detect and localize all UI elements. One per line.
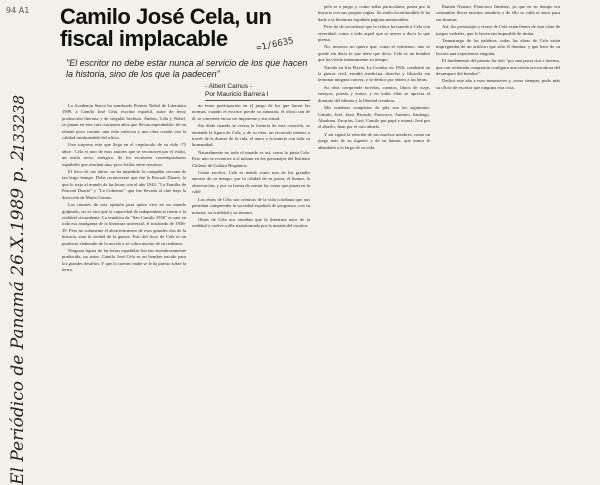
source-annotation: El Periódico de Panamá 26.X.1989 p. 2 — [8, 150, 28, 485]
article-paragraph: Una sorpresa este que llega en el crepúsculo de su vida -73 años-. Cela es uno de esos autores que se reconocen por el estilo, un estilo recio, enérgico, de los escritores contemporáneos españoles que resultan muy poco leídos entre nosotros. — [62, 142, 186, 167]
article-paragraph: Naturalmente no todo el mundo es así, como lo pinta Cela. Pero uno se reconoce a sí mismo en los personajes del Instituto Chileno de Cultura Hispánica. — [192, 149, 310, 168]
article-paragraph: Las obras de Cela son crónicas de la vida cotidiana que nos permiten comprender la sociedad española de posguerra, con su miseria, su crueldad y su ternura. — [192, 196, 310, 215]
article-paragraph: Nacido en Iria Flavia, La Coruña, en 1916, combatió en la guerra civil, estudió medicina, derecho y filosofía sin terminar ninguna carrera, y se dedicó por entero a las letras. — [318, 64, 430, 83]
byline-quote-author: - Albert Camus - — [205, 83, 252, 90]
subtitle-quote: "El escritor no debe estar nunca al servicio de los que hacen la historia, sino de los que la padecen" — [66, 58, 308, 79]
side-number: 133238 — [10, 95, 28, 153]
article-paragraph: Pero ha de recordarse que la crítica ha tratado a Cela con severidad, como a todo aquel que se atreve a decir lo que piensa. — [318, 24, 430, 43]
article-paragraph: Dedicó este año a esos menesteres y, como siempre, pudo más su oficio de escritor que ninguna otra cosa. — [436, 78, 560, 90]
headline: Camilo José Cela, un fiscal implacable — [60, 4, 272, 51]
article-paragraph: Así, los personajes y textos de Cela están llenos de esta clase de juegos verbales, que lo hacen tan imposible de imitar. — [436, 24, 560, 36]
article-paragraph: Obras de Cela nos enseñan que la literatura nace de la realidad y vuelve a ella transformada por la mirada del escritor. — [192, 216, 310, 229]
article-column-4 — [436, 4, 560, 240]
article-paragraph: no tener participación en el juego de los que hacen las normas, cuando el escritor pierde su sinrazón, el oficio tan de él, se convierte en un ser impotente y sin virtud. — [192, 103, 310, 121]
article-paragraph: Mis nombres completos de pila son los siguientes: Camilo, José, Juan, Ricardo, Francisco, Antonio, Santiago, Abraham, Zacarías, Lavi. Camilo por papá y mamá; José por el abuelo; Juan por el otro abuelo. — [318, 105, 430, 130]
byline-divider — [205, 100, 310, 101]
article-column-3 — [318, 4, 430, 404]
article-paragraph: El fundamento del premio ha sido "por una prosa rica e intensa, que con refrenada compasión configura una visión provocadora del desamparo del hombre". — [436, 58, 560, 77]
handwritten-number: =1/6635 — [255, 36, 295, 54]
article-column-1 — [62, 103, 186, 405]
article-paragraph: Y así siguió la relación de sus muchos nombres, como un juego más de su ingenio y de su humor, que nunca le abandonó a lo largo de su vida. — [318, 131, 430, 150]
article-paragraph: Ninguna figura de las letras españolas fue tan asombrosamente producida, un autor, Camilo José Cela es un hombre nacido para los grandes desafíos. Y que lo cuente: nadie se le ha puesto sobre la tierra. — [62, 247, 186, 273]
article-paragraph: pelo se a juego y, como señas particulares, pasea por la historia con sus propias reglas. Su estilo inconfundible le ha dado a la literatura española páginas memorables. — [318, 4, 430, 22]
byline-writer: Por Mauricio Barrera I — [205, 91, 269, 98]
corner-mark: 94 A1 — [6, 6, 30, 15]
article-paragraph: Como escritor, Cela es tenido como uno de los grandes autores de su tiempo, por la calidad de su prosa, el humor, la observación, y por su forma de contar las cosas que pasan en la calle. — [192, 170, 310, 195]
article-paragraph: Sin duda cuando se revisa la historia de esta creación, se entiende la figura de Cela; y de su obra, un recorrido intenso a través de la dureza de la vida, el amor y la muerte con toda su humanidad. — [192, 123, 310, 148]
article-paragraph: El fisco de sus obras, no ha impedido la compañía cercana de tan largo tiempo. Debe reconocerse que fue la Pascual Duarte, la que lo trajo al mundo de las letras con el año 1942: "La Familia de Pascual Duarte" y "La Colmena", que fue llevada al cine bajo la dirección de Mario Camus. — [62, 169, 186, 200]
left-margin-annotations — [2, 0, 42, 485]
article-paragraph: No, nosotros no quiero que, como al comienzo, uno se quede sin decir lo que tiene que decir. Cela es un hombre que ha vivido intensamente su tiempo. — [318, 44, 430, 63]
article-paragraph: Ramón Nonato, Francisco Jiménez, ya que en su tiempo era costumbre llevar muchos nombres y de ello se valía el autor para sus bromas. — [436, 4, 560, 22]
article-paragraph: Las razones de esta opinión para quien vive en un mundo golpeado, no es otra que la capacidad de independencia frente a la realidad circundante. La temática de "San Camilo 1936" es uno en toda esa amalgama de la literatura universal, el trasfondo de 1936-39. Pero no solamente el aborrecimiento de esos grandes ríos de la historia, sino la verdad de la guerra. Esto del fisco de Cela es un producto elaborado de la novela y se cobra mucho de su realismo. — [62, 202, 186, 246]
article-paragraph: Taumaturgo de las palabras, todas las obras de Cela están impregnadas de un artificio que sólo él domina, y que hace de su lectura una experiencia singular. — [436, 38, 560, 56]
article-column-2 — [192, 103, 310, 405]
article-paragraph: La Academia Sueca ha nombrado Premio Nobel de Literatura 1989, a Camilo José Cela, escritor español, autor de feroz producción literaria y de singular hechura. Ambos, Cela y Nobel, se juntan en este casi cincuenta años que llevan esperándolo, de un talante poco común, una vida valerosa y una obra creada con la calidad insobornable del oficio. — [62, 103, 186, 141]
article-paragraph: Su obra comprende novelas, cuentos, libros de viaje, ensayos, poesía y teatro, y en todas ellas se aprecia el dominio del idioma y la libertad creadora. — [318, 84, 430, 103]
byline — [205, 83, 305, 99]
